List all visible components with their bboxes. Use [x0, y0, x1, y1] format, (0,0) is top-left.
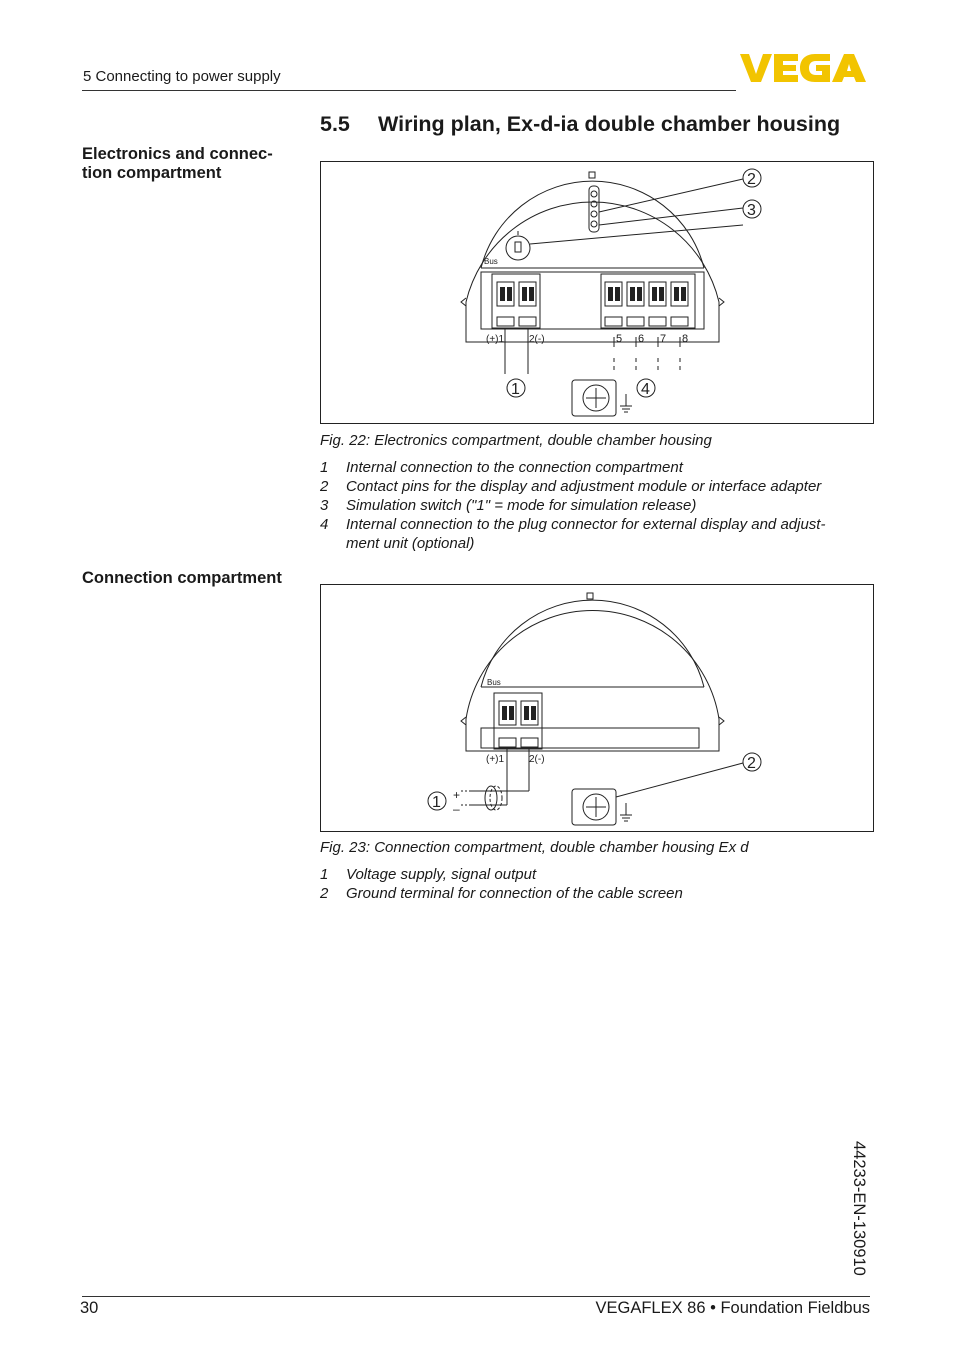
bus-label: Bus — [484, 257, 498, 266]
section-title — [320, 112, 840, 137]
page-number: 30 — [80, 1299, 99, 1317]
minus-sign: – — [453, 802, 460, 816]
callout-1: 1 — [432, 794, 441, 811]
legend-item: 2 Ground terminal for connection of the cable screen — [320, 885, 683, 902]
electronics-wiring-diagram — [321, 162, 873, 423]
terminal-label-7: 7 — [660, 333, 667, 345]
legend-item: 2 Contact pins for the display and adjustment module or interface adapter — [320, 478, 822, 495]
connection-side-heading: Connection compartment — [82, 569, 282, 587]
terminal-label-8: 8 — [682, 333, 689, 345]
legend-item: 1 Internal connection to the connection compartment — [320, 459, 683, 476]
footer-title: VEGAFLEX 86 • Foundation Fieldbus — [595, 1299, 870, 1317]
vega-logo — [740, 52, 872, 84]
connection-wiring-diagram — [321, 585, 873, 831]
connection-compartment-figure — [320, 584, 874, 832]
plus-sign: + — [453, 788, 461, 802]
figure-22-legend — [320, 458, 865, 553]
bus-label: Bus — [487, 678, 501, 687]
electronics-compartment-figure — [320, 161, 874, 424]
electronics-side-heading: Electronics and connec- tion compartment — [82, 145, 273, 182]
callout-1: 1 — [511, 381, 520, 398]
callout-4: 4 — [641, 381, 650, 398]
legend-item: 4 Internal connection to the plug connector for external display and adjust- — [320, 516, 826, 533]
legend-item-continuation: ment unit (optional) — [346, 535, 475, 552]
section-title-text: Wiring plan, Ex-d-ia double chamber housing — [378, 112, 841, 136]
footer-rule — [82, 1296, 870, 1297]
document-code: 44233-EN-130910 — [850, 1141, 868, 1276]
terminal-label-5: 5 — [616, 333, 623, 345]
section-number: 5.5 — [320, 112, 350, 136]
terminal-label-6: 6 — [638, 333, 645, 345]
chapter-header: 5 Connecting to power supply — [83, 68, 281, 85]
callout-3: 3 — [747, 202, 756, 219]
terminal-label-1: (+)1 — [486, 754, 505, 765]
legend-item: 1 Voltage supply, signal output — [320, 866, 537, 883]
terminal-label-2: 2(-) — [529, 754, 545, 765]
terminal-label-2: 2(-) — [529, 334, 545, 345]
header-rule — [82, 90, 736, 91]
figure-22-caption: Fig. 22: Electronics compartment, double chamber housing — [320, 432, 712, 449]
callout-2: 2 — [747, 171, 756, 188]
callout-2: 2 — [747, 755, 756, 772]
terminal-label-1: (+)1 — [486, 334, 505, 345]
figure-23-caption: Fig. 23: Connection compartment, double chamber housing Ex d — [320, 839, 749, 856]
legend-item: 3 Simulation switch ("1" = mode for simulation release) — [320, 497, 697, 514]
figure-23-legend — [320, 865, 865, 903]
